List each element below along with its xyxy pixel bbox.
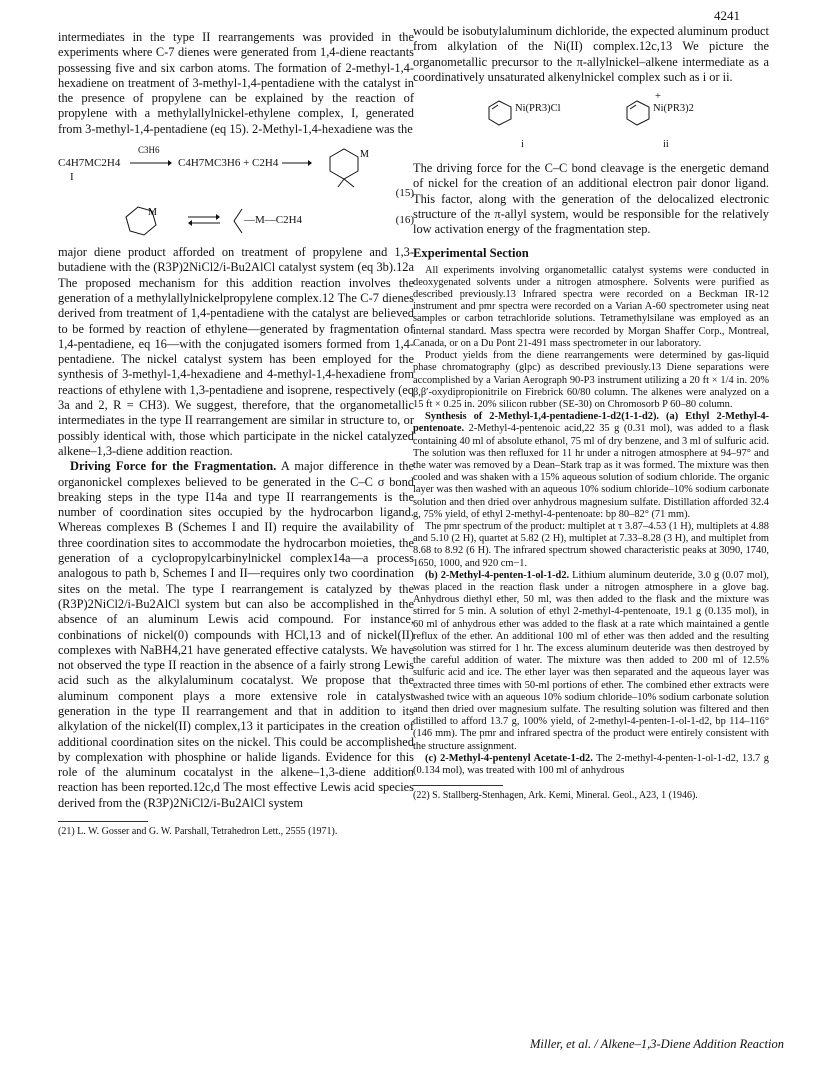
running-footer: Miller, et al. / Alkene–1,3-Diene Addition Reaction — [530, 1037, 784, 1051]
structures-i-ii — [413, 91, 769, 157]
eq15-number: (15) — [395, 187, 414, 200]
left-paragraph-1: intermediates in the type II rearrangements was provided in the experiments where C-7 dienes were generated from 1,4-diene reactants possessing five and six carbon atoms. The formation of 2-methyl-1,4-hexadiene on treatment of 3-methyl-1,4-pentadiene with the catalyst in the presence of propylene can be explained by the reaction of propylene with a methylallylnickel-ethylene complex, I, generated from 3-methyl-1,4-pentadiene (eq 15). 2-Methyl-1,4-hexadiene was the — [58, 30, 414, 136]
equation-16 — [58, 201, 414, 239]
eq15-product: C4H7MC3H6 + C2H4 — [178, 157, 279, 170]
experimental-paragraph-3 — [413, 411, 769, 521]
structure-ii-charge: + — [655, 91, 661, 103]
left-paragraph-3 — [58, 459, 414, 811]
experimental-section-title: Experimental Section — [413, 245, 529, 260]
eq16-equilibrium-arrow — [188, 213, 220, 227]
structure-ii-ring — [621, 97, 655, 129]
step-b-heading: (b) 2-Methyl-4-penten-1-ol-1-d2. — [425, 569, 570, 581]
experimental-paragraph-1: All experiments involving organometallic catalyst systems were conducted in deoxygenated solvents under a nitrogen atmosphere. Solvents were purified as described previously.13 Infrared spectra were recorded on a Beckman IR-12 instrument and pmr spectra were recorded on a Varian A-60 spectrometer using neat samples or carbon tetrachloride solutions. Tetramethylsilane was employed as an internal standard. Mass spectra were recorded by Morgan Shaffer Corp., Montreal, Canada, or on a Du Pont 21-491 mass spectrometer in our laboratory. — [413, 264, 769, 349]
step-c-text: The 2-methyl-4-penten-1-ol-1-d2, 13.7 g (0.134 mol), was treated with 100 ml of anhydrous — [413, 752, 769, 776]
structure-i-caption: i — [521, 139, 524, 151]
step-b-text: Lithium aluminum deuteride, 3.0 g (0.07 mol), was placed in the reaction flask under a nitrogen atmosphere in a glove bag. Anhydrous diethyl ether, 50 ml, was then added to the flask and the mixture was stirred for 5 min. A solution of ethyl 2-methyl-4-pentenoate, 19.1 g (0.135 mol), in 60 ml of anhydrous ether was added to the flask at a rate which maintained a gentle reflux of the ether. An additional 100 ml of ether was then added and the resulting solution was stirred for 1 hr. The excess aluminum deuteride was then destroyed by the careful addition of water. The mixture was then added to 200 ml of 12.5% sulfuric acid and ice. The ether layer was then separated and the aqueous layer was extracted three times with 50-ml portions of ether. The combined ether extracts were washed twice with an aqueous 10% sodium chloride–10% sodium carbonate solution and then dried over magnesium sulfate. The resulting solution was filtered and then distilled to afford 13.7 g, 100% yield, of 2-methyl-4-penten-1-ol-1-d2, bp 114–116° (146 mm). The pmr and infrared spectra of the product were entirely consistent with the structure assignment. — [413, 569, 770, 752]
structure-i-ring — [483, 97, 517, 129]
eq15-metal: M — [360, 149, 369, 161]
eq15-arrow — [130, 158, 172, 168]
eq16-product: —M—C2H4 — [244, 214, 303, 227]
eq15-reagent: C3H6 — [138, 145, 160, 156]
eq16-cyclic-structure — [118, 201, 168, 239]
structure-i-label: Ni(PR3)Cl — [515, 103, 561, 115]
synthesis-heading: Synthesis of 2-Methyl-1,4-pentadiene-1-d2(1-1-d2). (a) Ethyl 2-Methyl-4-pentenoate. — [413, 411, 769, 435]
experimental-paragraph-2: Product yields from the diene rearrangements were determined by gas-liquid phase chromatography (glpc) as described previously.13 Diene separations were accomplished by a Varian Aerograph 90-P3 instrument utilizing a 20 ft × 1/4 in. 20% β,β′-oxydipropionitrile on Firebrick 60/80 column. The alkenes were analyzed on a 15 ft × 0.25 in. 20% silicon rubber (SE-30) on Chromosorb P 60–80 column. — [413, 350, 769, 410]
eq15-reactant: C4H7MC2H4 — [58, 157, 121, 170]
eq16-number: (16) — [395, 214, 414, 227]
eq15-arrow-2 — [282, 158, 312, 168]
driving-force-text: A major difference in the organonickel complexes believed to be generated in the C–C σ bond breaking steps in the type I14a and type II rearrangements is the number of coordination sites occupied by the hydrocarbon ligand. Whereas complexes B (Schemes I and II) require the availability of three coordination sites to accommodate the hydrocarbon moieties, the generation of a cyclopropylcarbinylnickel complex14a—a process analogous to path b, Schemes I and II—requires only two coordination sites on the metal. The type I rearrangement is catalyzed by the (R3P)2NiCl2/i-Bu2AlCl system but can also be accomplished in the absence of an aluminum Lewis acid compound. For instance, conbinations of nickel(0) compounds with HCl,13 and of nickel(II) complexes with NaBH4,21 have generated effective catalysts. We have not observed the type II reaction in the absence of a fairly strong Lewis acid such as the alkylaluminum cocatalyst. We propose that the aluminum component plays a more extensive role in catalyst generation in the type II rearrangement and that in addition to its alkylation of the nickel(II) complex,13 it participates in the creation of additional coordination sites on the nickel. This could be accomplished by complexation with phosphine or halide ligands. Evidence for this role of the aluminum cocatalyst in the alkene–1,3-diene addition reaction has been reported.12c,d The most effective Lewis acid species derived from the (R3P)2NiCl2/i-Bu2AlCl system — [58, 459, 414, 810]
footnote-22: (22) S. Stallberg-Stenhagen, Ark. Kemi, Mineral. Geol., A23, 1 (1946). — [413, 790, 698, 802]
structure-ii-caption: ii — [663, 139, 669, 151]
left-footnote-rule — [58, 821, 148, 822]
right-paragraph-2: The driving force for the C–C bond cleavage is the energetic demand of nickel for the creation of an additional electron pair donor ligand. This factor, along with the generation of the delocalized electronic structure of the π-allyl system, would be responsible for the relatively low activation energy of the fragmentation step. — [413, 161, 769, 237]
experimental-paragraph-4: The pmr spectrum of the product: multiplet at τ 3.87–4.53 (1 H), multiplets at 4.88 and 5.10 (2 H), quartet at 5.82 (2 H), multiplet at 7.33–8.28 (3 H), and multiplet from 8.68 to 8.92 (6 H). The infrared spectrum showed characteristic peaks at 3090, 1740, 1650, 1000, and 920 cm−1. — [413, 520, 769, 569]
footnote-21: (21) L. W. Gosser and G. W. Parshall, Tetrahedron Lett., 2555 (1971). — [58, 826, 338, 838]
right-paragraph-1: would be isobutylaluminum dichloride, the expected aluminum product from alkylation of the Ni(II) complex.12c,13 We picture the organometallic precursor to the π-allylnickel–alkene intermediate as a coordinatively unsaturated alkenylnickel complex such as i or ii. — [413, 24, 769, 84]
step-c-heading: (c) 2-Methyl-4-pentenyl Acetate-1-d2. — [425, 752, 593, 764]
left-paragraph-2: major diene product afforded on treatment of propylene and 1,3-butadiene with the (R3P)2NiCl2/i-Bu2AlCl catalyst system (eq 3b).12a The proposed mechanism for this addition reaction involves the generation of a methylallylnickelpropylene complex.12 The C-7 dienes derived from treatment of 1,4-pentadiene with the catalyst are believed to be formed by reaction of ethylene—generated by fragmentation of 1,4-pentadiene, eq 16—with the conjugated isomers formed from 1,4-pentadiene. The nickel catalyst system has been employed for the synthesis of 3-methyl-1,4-hexadiene and 4-methyl-1,4-hexadiene from reactions of ethylene with 1,3-pentadiene and isoprene, respectively (eq 3a and 2, R = CH3). We suggest, therefore, that the organometallic intermediates in the type II rearrangement are similar in structure to, or possibly identical with, those which participate in the nickel catalyzed alkene–1,3-diene addition reaction. — [58, 245, 414, 458]
left-column — [58, 30, 414, 838]
synthesis-text: 2-Methyl-4-pentenoic acid,22 35 g (0.31 mol), was added to a flask containing 40 ml of absolute ethanol, 75 ml of dry benzene, and 3 ml of sulfuric acid. The solution was then refluxed for 11 hr under a nitrogen atmosphere at 94–97° and the water was removed by a Dean–Stark trap as it was formed. The mixture was then cooled and was shaken with a 15% aqueous solution of sodium chloride. The organic layer was then washed with an aqueous 10% sodium chloride–10% sodium carbonate solution and then dried over anhydrous magnesium sulfate. Distillation afforded 32.4 g, 75% yield, of ethyl 2-methyl-4-pentenoate: bp 80–82° (71 mm). — [413, 423, 769, 520]
driving-force-heading: Driving Force for the Fragmentation. — [70, 459, 277, 474]
experimental-paragraph-6 — [413, 753, 769, 777]
structure-ii-label: Ni(PR3)2 — [653, 103, 694, 115]
eq16-metal: M — [148, 207, 157, 219]
experimental-paragraph-5 — [413, 570, 769, 753]
eq15-cyclic-structure — [320, 143, 380, 189]
eq15-reactant-label: I — [70, 171, 74, 184]
page-number: 4241 — [714, 8, 740, 23]
right-column — [413, 24, 769, 802]
equation-15 — [58, 143, 414, 189]
right-footnote-rule — [413, 785, 503, 786]
